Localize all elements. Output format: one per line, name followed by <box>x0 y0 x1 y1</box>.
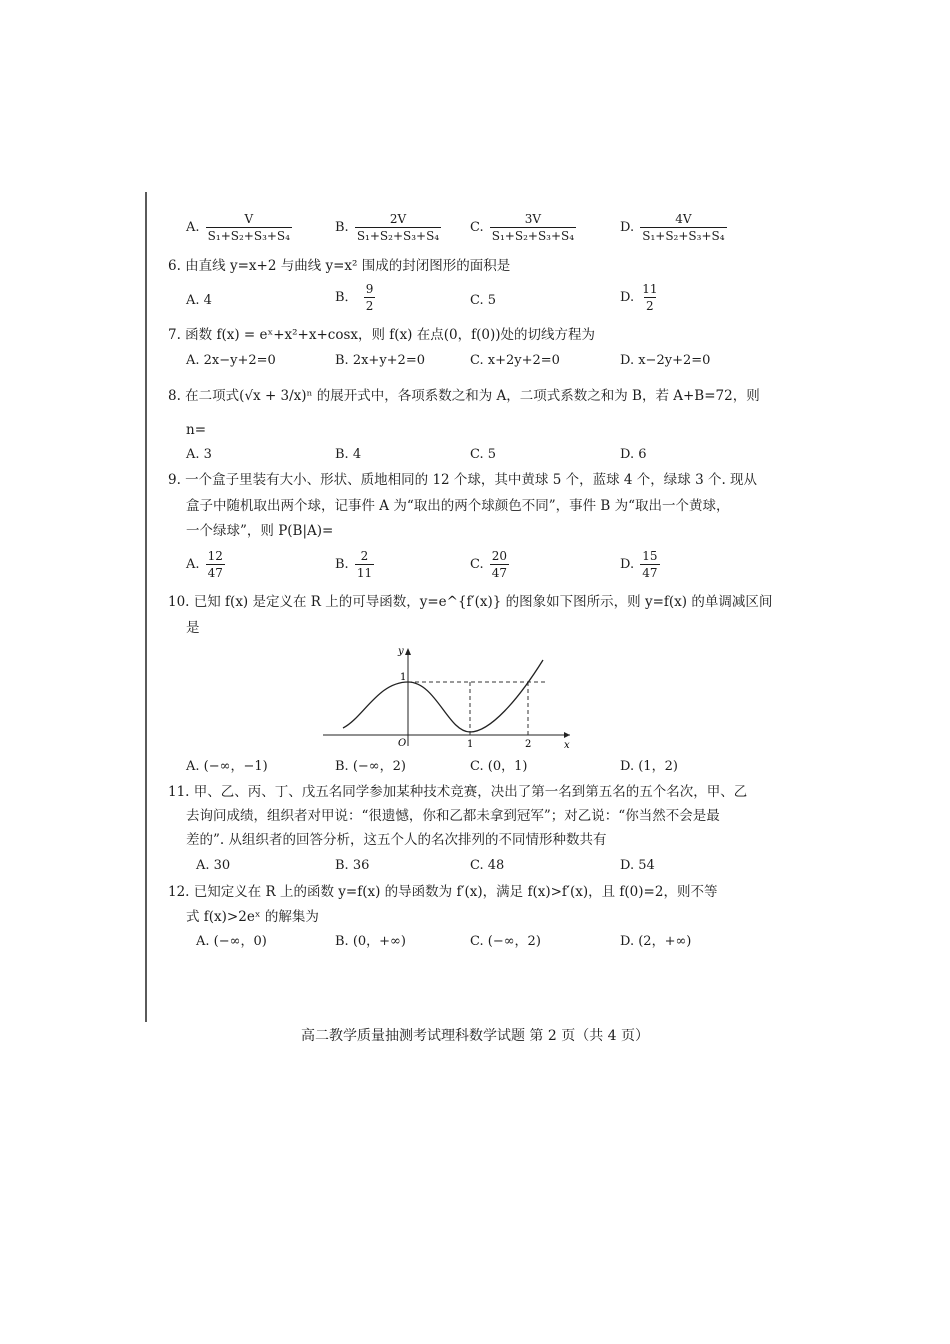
q5-option-d: D. $\frac{4V}{\text{S₁+S₂+S₃+S₄}}$ <box>620 212 725 243</box>
q9-option-c: C. $\frac{20}{47}$ <box>470 549 508 580</box>
q9-option-a: A. $\frac{12}{47}$ <box>186 549 223 580</box>
x-axis-arrow <box>564 732 570 738</box>
q12-option-c: C. (−∞，2) <box>470 934 541 949</box>
q8-stem: 8. 在二项式(√x + 3/x)ⁿ 的展开式中，各项系数之和为 A，二项式系数之和为 B，若 A+B=72，则 <box>168 388 760 404</box>
q10-stem-line1: 10. 已知 f(x) 是定义在 R 上的可导函数，y=e^{f′(x)} 的图象如下图所示，则 y=f(x) 的单调减区间 <box>168 594 773 610</box>
q6-option-d: D. $\frac{11}{2}$ <box>620 282 658 313</box>
q8-stem-continued: n= <box>186 422 207 438</box>
q7-option-a: A. 2x−y+2=0 <box>186 353 276 368</box>
x-tick-1-label: 1 <box>467 739 474 750</box>
origin-label: O <box>398 738 407 749</box>
q7-option-d: D. x−2y+2=0 <box>620 353 711 368</box>
q12-stem-line1: 12. 已知定义在 R 上的函数 y=f(x) 的导函数为 f′(x)，满足 f(x)>f′(x)，且 f(0)=2，则不等 <box>168 884 718 900</box>
q5-option-b: B. $\frac{2V}{\text{S₁+S₂+S₃+S₄}}$ <box>335 212 440 243</box>
q10-option-d: D. (1，2) <box>620 759 678 774</box>
q11-stem-line3: 差的”. 从组织者的回答分析，这五个人的名次排列的不同情形种数共有 <box>186 832 607 848</box>
q9-stem-line1: 9. 一个盒子里装有大小、形状、质地相同的 12 个球，其中黄球 5 个，蓝球 4 个，绿球 3 个. 现从 <box>168 472 758 488</box>
q12-option-a: A. (−∞，0) <box>196 934 267 949</box>
q9-option-b: B. $\frac{2}{11}$ <box>335 549 373 580</box>
q5-option-c: C. $\frac{3V}{\text{S₁+S₂+S₃+S₄}}$ <box>470 212 575 243</box>
page-footer: 高二教学质量抽测考试理科数学试题 第 2 页（共 4 页） <box>300 1028 650 1044</box>
q10-option-a: A. (−∞，−1) <box>186 759 268 774</box>
q8-option-b: B. 4 <box>335 447 362 462</box>
q6-option-b: B． $\frac{9}{2}$ <box>335 282 374 313</box>
binding-margin-line <box>145 192 147 1022</box>
q12-stem-line2: 式 f(x)>2eˣ 的解集为 <box>186 909 319 925</box>
q11-stem-line1: 11. 甲、乙、丙、丁、戊五名同学参加某种技术竞赛，决出了第一名到第五名的五个名次，甲、乙 <box>168 784 748 800</box>
q12-option-b: B. (0，+∞) <box>335 934 406 949</box>
q9-stem-line2: 盒子中随机取出两个球，记事件 A 为“取出的两个球颜色不同”，事件 B 为“取出一个黄球， <box>186 498 730 514</box>
q11-option-d: D. 54 <box>620 858 655 873</box>
x-tick-2-label: 2 <box>525 739 532 750</box>
q12-option-d: D. (2，+∞) <box>620 934 692 949</box>
q7-option-c: C. x+2y+2=0 <box>470 353 560 368</box>
q8-option-a: A. 3 <box>186 447 212 462</box>
q9-stem-line3: 一个绿球”，则 P(B|A)= <box>186 523 334 539</box>
q8-option-c: C. 5 <box>470 447 497 462</box>
q8-option-d: D. 6 <box>620 447 647 462</box>
q11-option-a: A. 30 <box>196 858 231 873</box>
q5-option-a: A. $\frac{V}{\text{S₁+S₂+S₃+S₄}}$ <box>186 212 290 243</box>
y-axis-label: y <box>398 646 404 657</box>
q10-option-c: C. (0，1) <box>470 759 528 774</box>
q6-option-c: C. 5 <box>470 293 497 308</box>
q10-stem-line2: 是 <box>186 620 200 636</box>
y-axis-arrow <box>405 648 411 655</box>
q9-option-d: D. $\frac{15}{47}$ <box>620 549 658 580</box>
q11-option-b: B. 36 <box>335 858 370 873</box>
q7-option-b: B. 2x+y+2=0 <box>335 353 425 368</box>
q11-option-c: C. 48 <box>470 858 505 873</box>
q6-stem: 6. 由直线 y=x+2 与曲线 y=x² 围成的封闭图形的面积是 <box>168 258 511 274</box>
x-axis-label: x <box>564 740 570 751</box>
q6-option-a: A. 4 <box>186 293 212 308</box>
y-tick-1-label: 1 <box>400 672 407 683</box>
curve-e-power-f-prime <box>343 660 543 732</box>
q10-function-graph <box>318 640 578 752</box>
q10-option-b: B. (−∞，2) <box>335 759 406 774</box>
q7-stem: 7. 函数 f(x) = eˣ+x²+x+cosx，则 f(x) 在点(0，f(0))处的切线方程为 <box>168 327 595 343</box>
q11-stem-line2: 去询问成绩，组织者对甲说：“很遗憾，你和乙都未拿到冠军”；对乙说：“你当然不会是最 <box>186 808 720 824</box>
